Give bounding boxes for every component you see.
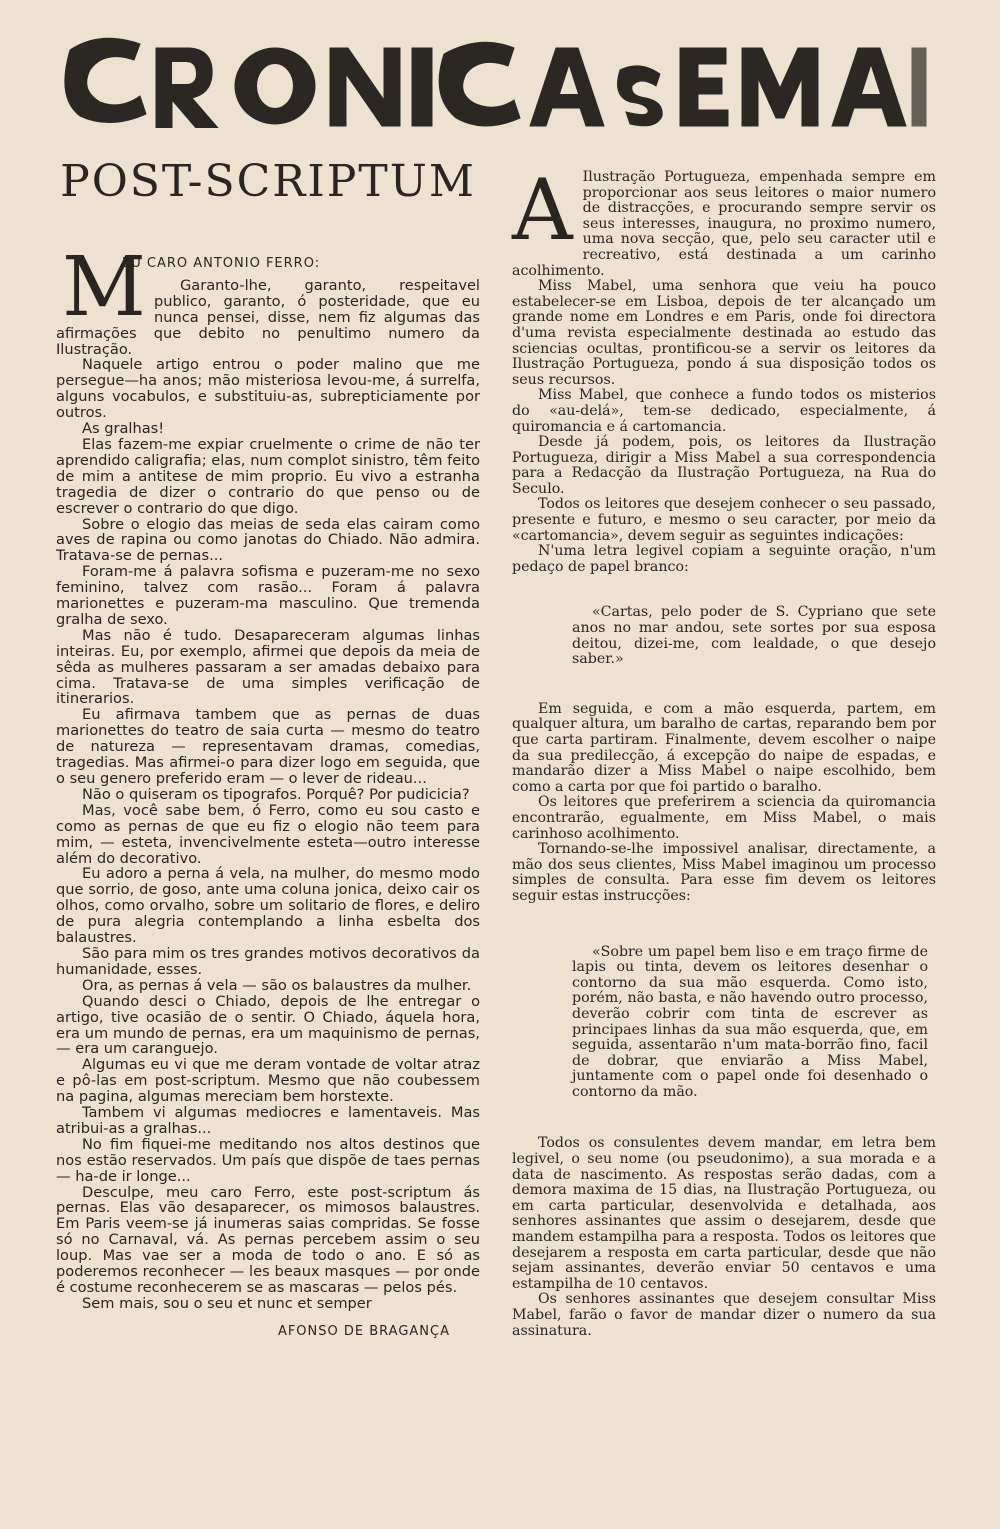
paragraph: Os senhores assinantes que desejem consultar Miss Mabel, farão o favor de mandar dizer o numero da sua assinatura. <box>512 1291 936 1339</box>
paragraph: Tornando-se-lhe impossivel analisar, directamente, a mão dos seus clientes, Miss Mabel imaginou um processo simples de consulta. Para esse fim devem os leitores seguir estas instrucções: <box>512 841 936 904</box>
paragraph: Eu adoro a perna á vela, na mulher, do mesmo modo que sorrio, de goso, ante uma coluna jonica, deixo cair os olhos, como orvalho, sobre um solitario de flores, e deliro de pura alegria contemplando a linha esbelta dos balaustres. <box>56 865 480 947</box>
paragraph: Naquele artigo entrou o poder malino que me persegue—ha anos; mão misteriosa levou-me, á surrelfa, alguns vocabulos, e substituiu-as, subrepticiamente por outros. <box>56 356 480 422</box>
left-column <box>56 156 480 1340</box>
quote-instructions: «Sobre um papel bem liso e em traço firme de lapis ou tinta, devem os leitores desenhar o contorno da sua mão esquerda. Como isto, porém, não basta, e não havendo outro processo, deverão cobrir com tinta de escrever as principaes linhas da sua mão esquerda, que, em seguida, assentarão n'um mata-borrão fino, facil de dobrar, que enviarão a Miss Mabel, juntamente com o papel onde foi desenhado o contorno da mão. <box>572 943 928 1100</box>
paragraph: N'uma letra legivel copiam a seguinte oração, n'um pedaço de papel branco: <box>512 543 936 575</box>
paragraph: Todos os consulentes devem mandar, em letra bem legivel, o seu nome (ou pseudonimo), a sua morada e a data de nascimento. As respostas serão dadas, com a demora maxima de 15 dias, na Ilustração Portugueza, ou em carta particular, desenvolvida e detalhada, aos senhores assinantes que assim o desejarem, desde que mandem estampilha para a resposta. Todos os leitores que desejarem a resposta em carta particular, desde que não sejam assinantes, deverão enviar 50 centavos e uma estampilha de 10 centavos. <box>512 1135 936 1292</box>
paragraph: Foram-me á palavra sofisma e puzeram-me no sexo feminino, talvez com rasão... Foram á palavra marionettes e puzeram-ma masculino. Que tremenda gralha de sexo. <box>56 563 480 628</box>
paragraph: Em seguida, e com a mão esquerda, partem, em qualquer altura, um baralho de cartas, reparando bem por que carta partiram. Finalmente, devem escolher o naipe da sua predilecção, á excepção do naipe de espadas, e mandarão dizer a Miss Mabel o naipe escolhido, bem como a carta por que foi partido o baralho. <box>512 700 936 795</box>
paragraph: Mas, você sabe bem, ó Ferro, como eu sou casto e como as pernas de que eu fiz o elogio não teem para mim, — esteta, invencivelmente esteta—outro interesse além do decorativo. <box>56 801 480 867</box>
quote-prayer: «Cartas, pelo poder de S. Cypriano que sete anos no mar andou, sete sortes por sua esposa deitou, dizei-me, com lealdade, o que desejo saber.» <box>572 604 936 668</box>
paragraph: Algumas eu vi que me deram vontade de voltar atraz e pô-las em post-scriptum. Mesmo que não coubessem na pagina, algumas mereciam bem horstexte. <box>56 1056 480 1106</box>
signature: AFONSO DE BRAGANÇA <box>277 1323 450 1339</box>
paragraph: Elas fazem-me expiar cruelmente o crime de não ter aprendido caligrafia; elas, num complot sinistro, têm feito de mim a antitese de mim proprio. Eu vivo a estranha tragedia de dizer o contrario do que penso ou de escrever o contrario do que digo. <box>56 435 480 517</box>
paragraph: Quando desci o Chiado, depois de lhe entregar o artigo, tive ocasião de o sentir. O Chiado, áquela hora, era um mundo de pernas, era um maquinismo de pernas, — era um caranguejo. <box>56 992 480 1058</box>
paragraph: São para mim os tres grandes motivos decorativos da humanidade, esses. <box>56 944 480 978</box>
paragraph: No fim fiquei-me meditando nos altos destinos que nos estão reservados. Um país que dispõe de taes pernas — ha-de ir longe... <box>56 1135 480 1185</box>
drop-cap: M <box>62 239 146 335</box>
paragraph: Mas não é tudo. Desapareceram algumas linhas inteiras. Eu, por exemplo, afirmei que depois da meia de sêda as mulheres passaram a ser amadas debaixo para cima. Tratava-se de uma simples verificação de itinerarios. <box>56 626 480 708</box>
paragraph: As gralhas! <box>82 420 165 438</box>
drop-cap: A <box>512 161 573 259</box>
paragraph: Desde já podem, pois, os leitores da Ilustração Portugueza, dirigir a Miss Mabel a sua correspondencia para a Redacção da Ilustração Portugueza, na Rua do Seculo. <box>512 434 936 497</box>
paragraph: Miss Mabel, que conhece a fundo todos os misterios do «au-delá», tem-se dedicado, especialmente, á quiromancia e á cartomancia. <box>512 387 936 435</box>
article-title: POST-SCRIPTUM <box>60 156 476 207</box>
paragraph: Garanto-lhe, garanto, respeitavel publico, garanto, ó posteridade, que eu nunca pensei, disse, nem fiz algumas das afirmações que debito no penultimo numero da Ilustração. <box>56 276 480 358</box>
paragraph: Não o quiseram os tipografos. Porquê? Por pudicicia? <box>82 785 470 803</box>
paragraph: Desculpe, meu caro Ferro, este post-scriptum ás pernas. Elas vão desaparecer, os mimosos balaustres. Em Paris veem-se já inumeras saias compridas. Se fosse só no Carnaval, vá. As pernas percebem assim o seu loup. Mas vae ser a moda de todo o ano. E só as poderemos reconhecer — les beaux masques — por onde é costume reconhecerem se as mascaras — pelos pés. <box>56 1183 480 1296</box>
paragraph: Todos os leitores que desejem conhecer o seu passado, presente e futuro, e mesmo o seu caracter, por meio da «cartomancia», devem seguir as seguintes indicações: <box>512 496 936 544</box>
salutation: EU CARO ANTONIO FERRO: <box>122 256 321 271</box>
paragraph: Sem mais, sou o seu et nunc et semper <box>82 1294 372 1312</box>
paragraph: Miss Mabel, uma senhora que veiu ha pouco estabelecer-se em Lisboa, depois de ter alcançado um grande nome em Londres e em Paris, onde foi directora d'uma revista especialmente destinada ao estudo das sciencias ocultas, prontificou-se a servir os leitores da Ilustração Portugueza, pondo á sua disposição todos os seus recursos. <box>512 278 936 388</box>
paragraph: Tambem vi algumas mediocres e lamentaveis. Mas atribui-as a gralhas... <box>56 1104 480 1137</box>
masthead-illustration <box>60 30 930 128</box>
paragraph: Os leitores que preferirem a sciencia da quiromancia encontrarão, egualmente, em Miss Mabel, o mais carinhoso acolhimento. <box>512 794 936 842</box>
paragraph: Ora, as pernas á vela — são os balaustres da mulher. <box>82 976 472 994</box>
paragraph: Eu afirmava tambem que as pernas de duas marionettes do teatro de saia curta — mesmo do teatro de natureza — representavam dramas, comedias, tragedias. Mas afirmei-o para dizer logo em seguida, que o seu genero preferido eram — o lever de rideau... <box>56 706 480 787</box>
right-column <box>512 160 936 1339</box>
paragraph: Sobre o elogio das meias de seda elas cairam como aves de rapina ou como janotas do Chiado. Não admira. Tratava-se de pernas... <box>56 515 480 565</box>
paragraph: Ilustração Portugueza, empenhada sempre em proporcionar aos seus leitores o maior numero de distracções, e procurando sempre servir os seus interesses, inaugura, no proximo numero, uma nova secção, que, pelo seu caracter util e recreativo, está destinada a um carinho acolhimento. <box>512 169 936 279</box>
